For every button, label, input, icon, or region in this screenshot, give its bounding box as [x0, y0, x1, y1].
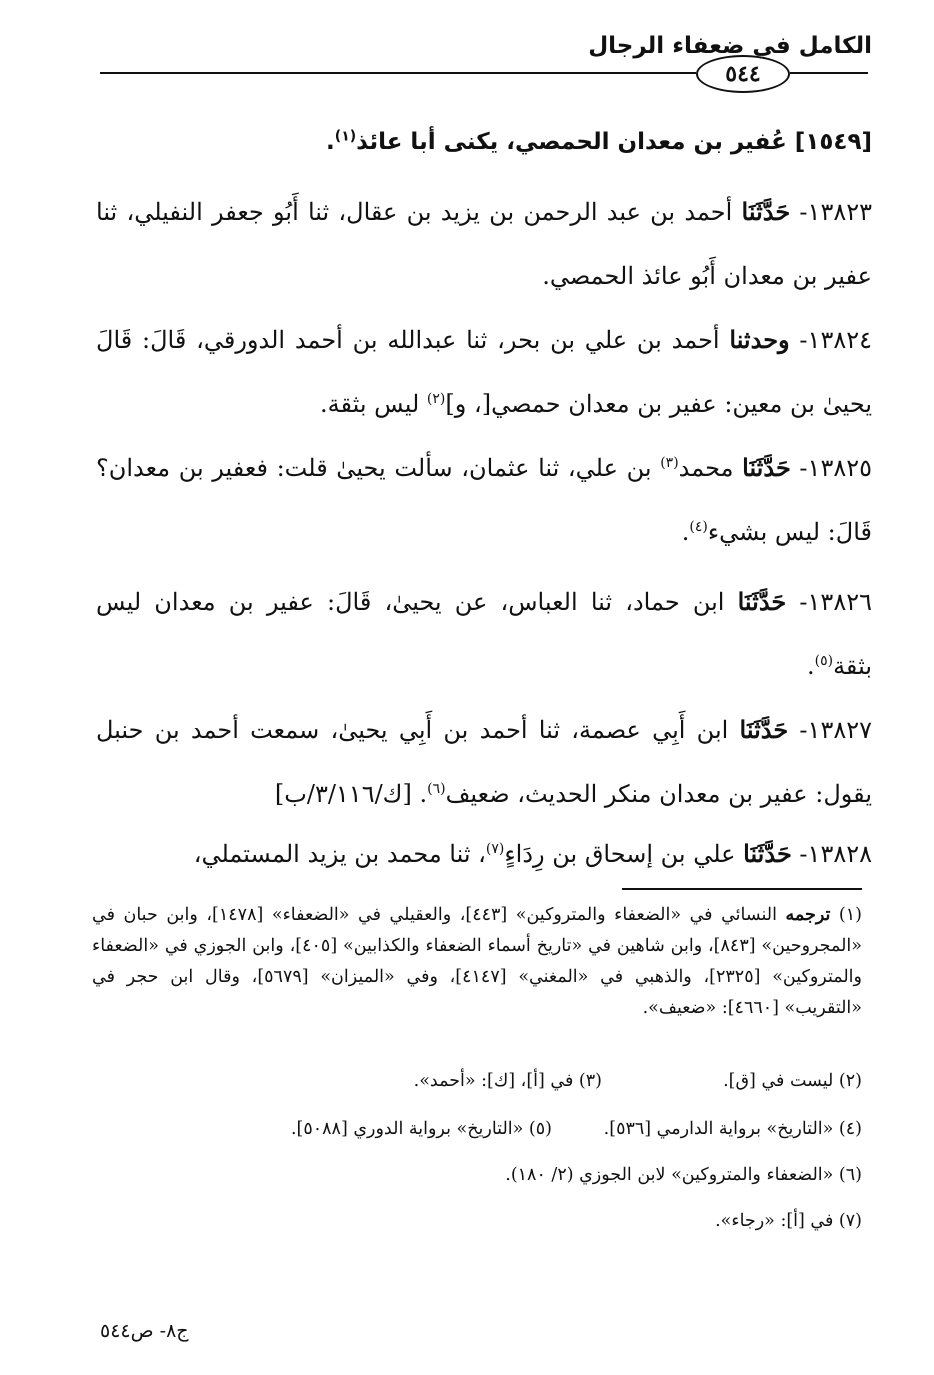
footnote-marker: (٦): [427, 781, 446, 797]
narration-number: ١٣٨٢٤-: [789, 326, 872, 354]
narration-text: ابن أَبِي عصمة، ثنا أحمد بن أَبِي يحيىٰ، سمعت أحمد بن حنبل يقول: عفير بن معدان منكر الحديث، ضعيف: [96, 716, 872, 808]
footnote-5: (٥) «التاريخ» برواية الدوري [٥٠٨٨].: [290, 1119, 552, 1139]
footnote-4: (٤) «التاريخ» برواية الدارمي [٥٣٦].: [603, 1119, 862, 1139]
narration-text: بن علي، ثنا عثمان، سألت يحيىٰ قلت: فعفير بن معدان؟ قَالَ: ليس بشيء: [96, 454, 872, 546]
entry-heading-text: [١٥٤٩] عُفير بن معدان الحمصي، يكنى أبا عائذ: [356, 129, 872, 155]
narration-13828: [96, 822, 872, 886]
footnote-row-2-3: [92, 1066, 862, 1097]
narration-keyword: حَدَّثَنَا: [737, 587, 787, 616]
footnote-marker: (١): [334, 128, 357, 145]
narration-text: . [ك/٣/١١٦/ب]: [274, 780, 428, 808]
footnote-2: (٢) ليست في [ق].: [723, 1071, 862, 1091]
narration-text: ابن حماد، ثنا العباس، عن يحيىٰ، قَالَ: عفير بن معدان ليس بثقة: [96, 588, 872, 680]
narration-text: أحمد بن علي بن بحر، ثنا عبدالله بن أحمد الدورقي، قَالَ: قَالَ يحيىٰ بن معين: عفير بن معدان حمصي[، و]: [96, 326, 872, 418]
narration-13824: [96, 308, 872, 436]
footnote-keyword: ترجمه: [785, 905, 831, 925]
narration-13825: [96, 436, 872, 564]
footnote-marker: (٥): [814, 653, 834, 669]
narration-number: ١٣٨٢٨-: [791, 840, 872, 868]
footnote-marker: (٧): [485, 841, 505, 857]
header-rule-right: [790, 72, 868, 74]
narration-13826: [96, 570, 872, 698]
narration-number: ١٣٨٢٥-: [790, 454, 872, 482]
footnote-marker: (٢): [426, 391, 446, 407]
narration-keyword: حَدَّثَنَا: [742, 453, 791, 482]
narration-text: .: [806, 652, 815, 680]
narration-keyword: وحدثنا: [729, 325, 790, 354]
narration-text: محمد: [678, 454, 743, 482]
footnote-text: النسائي في «الضعفاء والمتروكين» [٤٤٣]، والعقيلي في «الضعفاء» [١٤٧٨]، وابن حبان في «المجروحين» [٨٤٣]، وابن شاهين في «تاريخ أسماء الضعفاء والكذابين» [٤٠٥]، وابن الجوزي في «الضعفاء والمتروكين» [٢٣٢٥]، والذهبي في «المغني» [٤١٤٧]، وفي «الميزان» [٥٦٧٩]، وقال ابن حجر في «التقريب» [٤٦٦٠]: «ضعيف».: [92, 905, 862, 1018]
narration-number: ١٣٨٢٧-: [788, 716, 872, 744]
entry-heading: [92, 122, 872, 162]
narration-13827: [96, 698, 872, 826]
narration-text: أحمد بن عبد الرحمن بن يزيد بن عقال، ثنا أَبُو جعفر النفيلي، ثنا عفير بن معدان أَبُو عائذ الحمصي.: [96, 198, 872, 290]
narration-text: .: [681, 518, 690, 546]
footnote-marker: (٤): [689, 519, 708, 535]
footnote-1: [92, 900, 862, 1024]
footnote-marker: (٣): [660, 455, 679, 471]
footnote-row-4-5: [92, 1114, 862, 1145]
volume-page-reference: ج٨- ص٥٤٤: [100, 1320, 189, 1342]
narration-text: علي بن إسحاق بن رِدَاءٍ: [504, 840, 744, 868]
page-number-badge: ٥٤٤: [696, 55, 790, 93]
footnote-3: (٣) في [أ]، [ك]: «أحمد».: [413, 1071, 602, 1091]
narration-keyword: حَدَّثَنَا: [739, 715, 789, 744]
narration-13823: [96, 180, 872, 308]
narration-number: ١٣٨٢٦-: [786, 588, 872, 616]
narration-text: ليس بثقة.: [319, 390, 427, 418]
narration-number: ١٣٨٢٣-: [790, 198, 872, 226]
running-header-title: الكامل في ضعفاء الرجال: [588, 33, 872, 59]
narration-keyword: حَدَّثَنَا: [743, 839, 792, 868]
entry-heading-end: .: [326, 129, 335, 155]
footnote-6: (٦) «الضعفاء والمتروكين» لابن الجوزي (٢/ ١٨٠).: [505, 1165, 862, 1185]
footnote-number: (١): [830, 905, 862, 925]
header-rule-left: [100, 72, 696, 74]
footnote-separator: [622, 888, 862, 890]
footnote-7: (٧) في [أ]: «رجاء».: [715, 1211, 862, 1231]
narration-text: ، ثنا محمد بن يزيد المستملي،: [193, 840, 486, 868]
narration-keyword: حَدَّثَنَا: [741, 197, 791, 226]
